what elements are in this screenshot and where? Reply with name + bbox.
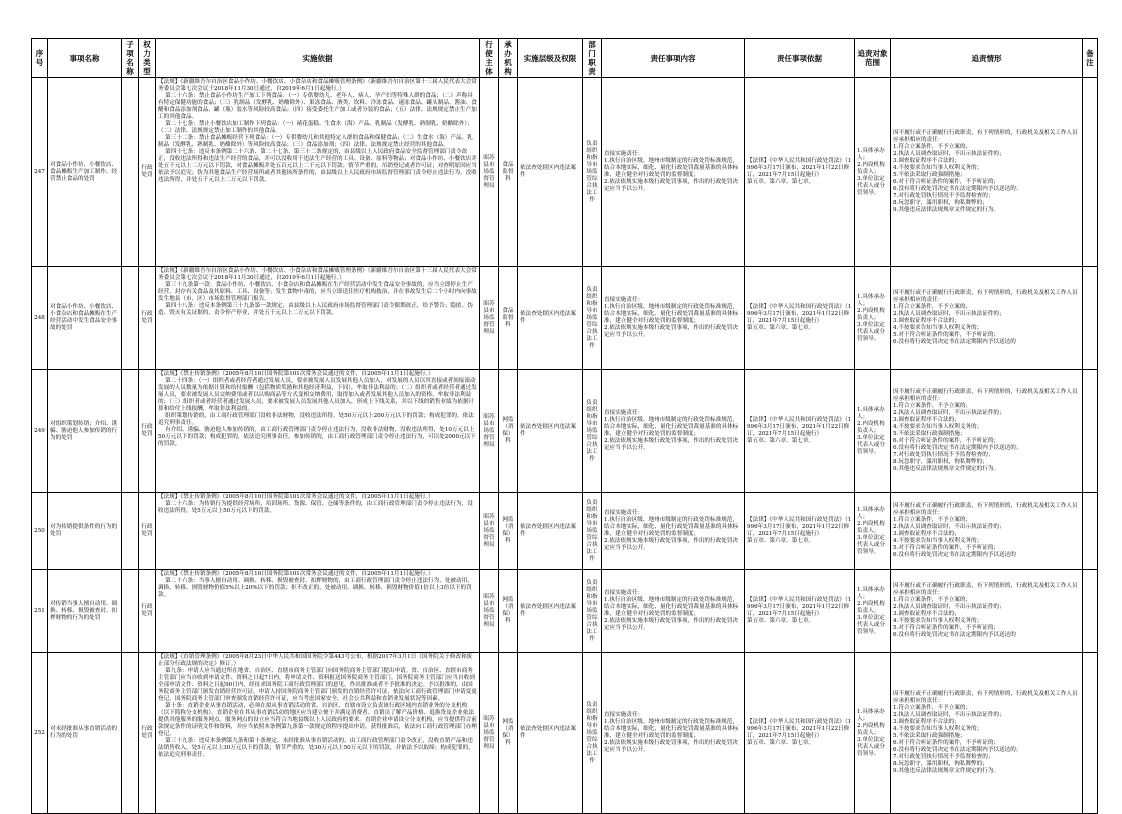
cell-basis: 【法规】《禁止传销条例》（2005年8月10日国务院第101次常务会议通过的文件，自2005年11月1日起施行。） 第二十六条：当事人擅自动用、调换、转移、损毁被查封、扣押财物的，由工商行政管理部门责令停止违法行为，处被动用、调换、转移、损毁财物价值5%以上20%以下的罚款；拒不改正的，处被动用、调换、转移、损毁财物价值1倍以上3倍以下的罚款。 (156, 570, 480, 653)
table-row (32, 493, 1098, 570)
cell-subject: 昭苏县市场监督管理局 (480, 78, 499, 267)
cell-sub-item (122, 653, 139, 814)
cell-remark (1083, 653, 1098, 814)
cell-dept-duty: 负责组织和指导市场监管综合执法工作 (583, 370, 602, 493)
cell-seq: 248 (32, 267, 48, 370)
header-row (32, 39, 1098, 78)
cell-subject: 昭苏县市场监督管理局 (480, 370, 499, 493)
cell-resp-content: 直接实施责任： 1.执行自治区级、地州市级制定的行政处罚标准规范，结合本地实际，细化、量化行政处罚裁量基准的具体标准，建立健全对行政处罚的监督制度； 2.依法依规实施本级行政处罚事项，作出的行政处罚决定应当予以公开。 (602, 370, 745, 493)
header-circumstances: 追责情形 (891, 39, 1083, 78)
cell-level: 依法查处辖区内违法案件 (518, 570, 583, 653)
cell-sub-item (122, 570, 139, 653)
cell-accountable: 1.具体承办人； 2.内设机构负责人； 3.单位法定代表人或分管领导。 (855, 570, 891, 653)
cell-remark (1083, 493, 1098, 570)
cell-item-name: 对食品小作坊、小餐饮店、小食杂店和食品摊贩在生产经营活动中发生食品安全事故的处罚 (48, 267, 122, 370)
cell-basis: 【法规】《禁止传销条例》（2005年8月10日国务院第101次常务会议通过的文件，自2005年11月1日起施行。） 第二十六条：为传销行为提供经营场所、培训场所、货源、保管、仓储等条件的，由工商行政管理部门责令停止违法行为，没收违法所得，处5万元以上50万元以下的罚款。 (156, 493, 480, 570)
cell-dept-duty: 负责组织和指导市场监管综合执法工作 (583, 78, 602, 267)
cell-subject: 昭苏县市场监督管理局 (480, 570, 499, 653)
cell-dept-duty: 负责组织和指导市场监管综合执法工作 (583, 653, 602, 814)
cell-level: 依法查处辖区内违法案件 (518, 493, 583, 570)
cell-accountable: 1.具体承办人； 2.内设机构负责人； 3.单位法定代表人或分管领导。 (855, 493, 891, 570)
cell-level: 依法查处辖区内违法案件 (518, 267, 583, 370)
cell-seq: 247 (32, 78, 48, 267)
cell-power-type: 行政处罚 (139, 493, 156, 570)
header-resp-basis: 责任事项依据 (745, 39, 855, 78)
cell-subject: 昭苏县市场监督管理局 (480, 267, 499, 370)
cell-level: 依法查处辖区内违法案件 (518, 653, 583, 814)
cell-accountable: 1.具体承办人； 2.内设机构负责人； 3.单位法定代表人或分管领导。 (855, 653, 891, 814)
cell-accountable: 1.具体承办人； 2.内设机构负责人； 3.单位法定代表人或分管领导。 (855, 267, 891, 370)
cell-power-type: 行政处罚 (139, 370, 156, 493)
header-item-name: 事项名称 (48, 39, 122, 78)
cell-resp-basis: 【法律】《中华人民共和国行政处罚法》（1996年3月17日颁布，2021年1月22日修订，2021年7月15日起施行） 第五章、第六章、第七章。 (745, 653, 855, 814)
table-row (32, 653, 1098, 814)
cell-resp-content: 直接实施责任： 1.执行自治区级、地州市级制定的行政处罚标准规范，结合本地实际，细化、量化行政处罚裁量基准的具体标准，建立健全对行政处罚的监督制度； 2.依法依规实施本级行政处罚事项，作出的行政处罚决定应当予以公开。 (602, 267, 745, 370)
cell-circumstances: 因不履行或不正确履行行政职责，有下列情形的，行政机关及相关工作人员应承担相应的责任： 1.符合立案条件，不予立案的； 2.执法人员调查取证时，不出示执法证件的； 3.调查取证程序不合法的； 4.不按要求告知当事人权利义务的； 5.对于符合听证条件的案件，不予听证的； 6.没有将行政处罚决定书在法定期限内予以送达的 (891, 267, 1083, 370)
cell-sub-item (122, 370, 139, 493)
cell-resp-basis: 【法律】《中华人民共和国行政处罚法》（1996年3月17日颁布，2021年1月22日修订，2021年7月15日起施行） 第五章、第六章、第七章。 (745, 78, 855, 267)
cell-dept-duty: 负责组织和指导市场监管综合执法工作 (583, 267, 602, 370)
header-level: 实施层级及权限 (518, 39, 583, 78)
responsibility-table (31, 38, 1098, 814)
cell-level: 依法查处辖区内违法案件 (518, 78, 583, 267)
cell-sub-item (122, 78, 139, 267)
cell-org: 网监（消保）科 (499, 570, 518, 653)
cell-basis: 【法规】《直销管理条例》（2005年8月23日中华人民共和国国务院令第443号公布，根据2017年3月1日《国务院关于修改和废止部分行政法规的决定》修订。） 第九条：申请人应当通过所在地省、自治区、直辖市商务主管部门向国务院商务主管部门提出申请。省、自治区、直辖市商务主管部门应当自收到申请文件、资料之日起7日内，将申请文件、资料报送国务院商务主管部门。国务院商务主管部门应当自收到全部申请文件、资料之日起90日内，经征求国务院工商行政管理部门的意见，作出批准或者不予批准的决定。予以批准的，由国务院商务主管部门颁发直销经营许可证。申请人持国务院商务主管部门颁发的直销经营许可证，依法向工商行政管理部门申请变更登记。国务院商务主管部门审查颁发直销经营许可证，应当考虑国家安全、社会公共利益和直销业发展状况等因素。 第十条：直销企业从事直销活动，必须在拟从事直销活动的省、自治区、直辖市设立负责该行政区域内直销业务的分支机构（以下简称分支机构）。直销企业在其从事直销活动的地区应当建立便于并满足消费者、直销员了解产品价格、退换货及企业依法提供其他服务的服务网点。服务网点的设立应当符合当地县级以上人民政府的要求。直销企业申请设立分支机构，应当提供符合前款规定条件的证明文件和资料，并应当依照本条例第九条第一款规定的程序提出申请。获得批准后，依法向工商行政管理部门办理登记。 第三十九条：违反本条例第九条和第十条规定，未经批准从事直销活动的，由工商行政管理部门责令改正，没收直销产品和违法销售收入，处5万元以上30万元以下的罚款；情节严重的，处30万元以上50万元以下的罚款，并依法予以取缔；构成犯罪的，依法追究刑事责任。 (156, 653, 480, 814)
cell-seq: 252 (32, 653, 48, 814)
table-row (32, 267, 1098, 370)
header-subject: 行使主体 (480, 39, 499, 78)
cell-power-type: 行政处罚 (139, 267, 156, 370)
cell-dept-duty: 负责组织和指导市场监管综合执法工作 (583, 570, 602, 653)
cell-accountable: 1.具体承办人； 2.内设机构负责人； 3.单位法定代表人或分管领导。 (855, 78, 891, 267)
cell-org: 网监（消保）科 (499, 493, 518, 570)
header-sub-item: 子项名称 (122, 39, 139, 78)
cell-resp-basis: 【法律】《中华人民共和国行政处罚法》（1996年3月17日颁布，2021年1月22日修订，2021年7月15日起施行） 第五章、第六章、第七章。 (745, 570, 855, 653)
cell-item-name: 对为传销提供条件的行为的处罚 (48, 493, 122, 570)
cell-remark (1083, 570, 1098, 653)
cell-basis: 【法规】《禁止传销条例》（2005年8月10日国务院第101次常务会议通过的文件，自2005年11月1日起施行。） 第二十四条：（一）组织者或者经营者通过发展人员，要求被发展人员发展其他人员加入，对发展的人员以其直接或者间接滚动发展的人员数量为依据计算和给付报酬（包括物质奖励和其他经济利益，下同），牟取非法利益的；（二）组织者或者经营者通过发展人员，要求被发展人员交纳费用或者以认购商品等方式变相交纳费用，取得加入或者发展其他人员加入的资格，牟取非法利益的；（三）组织者或者经营者通过发展人员，要求被发展人员发展其他人员加入，形成上下线关系，并以下线的销售业绩为依据计算和给付上线报酬，牟取非法利益的。 组织策划传销的，由工商行政管理部门没收非法财物，没收违法所得，处50万元以上200万元以下的罚款；构成犯罪的，依法追究刑事责任。 有介绍、诱骗、胁迫他人参加传销的，由工商行政管理部门责令停止违法行为，没收非法财物，没收违法所得，处10万元以上50万元以下的罚款；构成犯罪的，依法追究刑事责任。参加传销的，由工商行政管理部门责令停止违法行为，可以处2000元以下的罚款。 (156, 370, 480, 493)
cell-item-name: 对传销当事人擅自动用、调换、转移、损毁被查封、扣押财物的行为的处罚 (48, 570, 122, 653)
cell-resp-basis: 【法律】《中华人民共和国行政处罚法》（1996年3月17日颁布，2021年1月22日修订，2021年7月15日起施行） 第五章、第六章、第七章。 (745, 370, 855, 493)
header-power-type: 权力类型 (139, 39, 156, 78)
cell-dept-duty: 负责组织和指导市场监管综合执法工作 (583, 493, 602, 570)
cell-circumstances: 因不履行或不正确履行行政职责，有下列情形的，行政机关及相关工作人员应承担相应的责任： 1.符合立案条件，不予立案的； 2.执法人员调查取证时，不出示执法证件的； 3.调查取证程序不合法的； 4.不按要求告知当事人权利义务的； 5.对于符合听证条件的案件，不予听证的； 6.没有将行政处罚决定书在法定期限内予以送达的 (891, 570, 1083, 653)
cell-resp-basis: 【法律】《中华人民共和国行政处罚法》（1996年3月17日颁布，2021年1月22日修订，2021年7月15日起施行） 第五章、第六章、第七章。 (745, 267, 855, 370)
header-org: 承办机构 (499, 39, 518, 78)
cell-circumstances: 因不履行或不正确履行行政职责，有下列情形的，行政机关及相关工作人员应承担相应的责任： 1.符合立案条件，不予立案的； 2.执法人员调查取证时，不出示执法证件的； 3.调查取证程序不合法的； 4.不按要求告知当事人权利义务的； 5.不依法采取行政强制措施； 6.对于符合听证条件的案件，不予听证的； 6.没有将行政处罚决定书在法定期限内予以送达的； 7.对行政处罚执行情况不予监督检查的； 8.玩忽职守，滥用职权，徇私舞弊的； 9.其他违反法律法规规章文件规定的行为。 (891, 370, 1083, 493)
cell-seq: 251 (32, 570, 48, 653)
header-dept-duty: 部门职责 (583, 39, 602, 78)
cell-item-name: 对未经批准从事直销活动的行为的处罚 (48, 653, 122, 814)
header-accountable: 追责对象范围 (855, 39, 891, 78)
cell-resp-basis: 【法律】《中华人民共和国行政处罚法》（1996年3月17日颁布，2021年1月22日修订，2021年7月15日起施行） 第五章、第六章、第七章。 (745, 493, 855, 570)
cell-remark (1083, 78, 1098, 267)
cell-seq: 250 (32, 493, 48, 570)
header-seq: 序号 (32, 39, 48, 78)
cell-resp-content: 直接实施责任： 1.执行自治区级、地州市级制定的行政处罚标准规范，结合本地实际，细化、量化行政处罚裁量基准的具体标准，建立健全对行政处罚的监督制度； 2.依法依规实施本级行政处罚事项，作出的行政处罚决定应当予以公开。 (602, 78, 745, 267)
cell-level: 依法查处辖区内违法案件 (518, 370, 583, 493)
cell-org: 食品监督科 (499, 267, 518, 370)
cell-power-type: 行政处罚 (139, 78, 156, 267)
table-row (32, 370, 1098, 493)
cell-sub-item (122, 267, 139, 370)
header-basis: 实施依据 (156, 39, 480, 78)
cell-org: 食品监督科 (499, 78, 518, 267)
cell-subject: 昭苏县市场监督管理局 (480, 493, 499, 570)
cell-accountable: 1.具体承办人； 2.内设机构负责人； 3.单位法定代表人或分管领导。 (855, 370, 891, 493)
cell-seq: 249 (32, 370, 48, 493)
cell-basis: 【法规】《新疆维吾尔自治区食品小作坊、小餐饮店、小食杂店和食品摊贩管理条例》（新疆维吾尔自治区第十三届人民代表大会常务委员会第七次会议于2018年11月30日通过，自2019年6月1日起施行。） 第三十九条第一款：食品小作坊、小餐饮店、小食杂店和食品摊贩在生产经营活动中发生食品安全事故的，应当立即停止生产经营，封存有关食品及其原料、工具、设备等；发生食物中毒的，应当立即送往医疗机构救治，并在事故发生后二个小时内向事故发生地县（市、区）市场监督管理部门报告。 第四十八条：违反本条例第三十九条第一款规定，由县级以上人民政府市场监督管理部门责令限期改正，给予警告；隐匿、伪造、毁灭有关证据的，责令停产停业，并处五千元以上二万元以下罚款。 (156, 267, 480, 370)
header-resp-content: 责任事项内容 (602, 39, 745, 78)
cell-power-type: 行政处罚 (139, 653, 156, 814)
cell-circumstances: 因不履行或不正确履行行政职责，有下列情形的，行政机关及相关工作人员应承担相应的责任： 1.符合立案条件，不予立案的； 2.执法人员调查取证时，不出示执法证件的； 3.调查取证程序不合法的； 4.不按要求告知当事人权利义务的； 5.不依法采取行政强制措施； 6.对于符合听证条件的案件，不予听证的； 6.没有将行政处罚决定书在法定期限内予以送达的； 7.对行政处罚执行情况不予监督检查的； 8.玩忽职守，滥用职权，徇私舞弊的； 9.其他违反法律法规规章文件规定的行为。 (891, 78, 1083, 267)
cell-circumstances: 因不履行或不正确履行行政职责，有下列情形的，行政机关及相关工作人员应承担相应的责任： 1.符合立案条件，不予立案的； 2.执法人员调查取证时，不出示执法证件的； 3.调查取证程序不合法的； 4.不按要求告知当事人权利义务的； 5.不依法采取行政强制措施； 6.对于符合听证条件的案件，不予听证的； 6.没有将行政处罚决定书在法定期限内予以送达的； 7.对行政处罚执行情况不予监督检查的； 8.玩忽职守，滥用职权，徇私舞弊的； 9.其他违反法律法规规章文件规定的行为。 (891, 653, 1083, 814)
cell-circumstances: 因不履行或不正确履行行政职责，有下列情形的，行政机关及相关工作人员应承担相应的责任： 1.符合立案条件，不予立案的； 2.执法人员调查取证时，不出示执法证件的； 3.调查取证程序不合法的； 4.不按要求告知当事人权利义务的； 5.对于符合听证条件的案件，不予听证的； 6.没有将行政处罚决定书在法定期限内予以送达的 (891, 493, 1083, 570)
cell-item-name: 对组织策划传销；介绍、诱骗、胁迫他人参加传销的行为的处罚 (48, 370, 122, 493)
responsibility-list-sheet (31, 38, 1097, 814)
cell-org: 网监（消保）科 (499, 370, 518, 493)
cell-org: 网监（消保）科 (499, 653, 518, 814)
cell-sub-item (122, 493, 139, 570)
cell-basis: 【法规】《新疆维吾尔自治区食品小作坊、小餐饮店、小食杂店和食品摊贩管理条例》（新疆维吾尔自治区第十三届人民代表大会常务委员会第七次会议于2018年11月30日通过，自2019年6月1日起施行。） 第二十六条：禁止食品小作坊生产加工下列食品：（一）专供婴幼儿、老年人、病人、孕产妇等特殊人群的食品；（二）声称具有特定保健功能的食品；（三）乳制品（发酵乳、奶酪除外）、果冻食品、酒类、饮料、冷冻食品、速冻食品、罐头制品、酱油、食醋和食品添加剂食品、罐（瓶）装水等风险较高食品；（四）接受委托生产加工或者分装的食品；（五）法律、法规规定禁止生产加工的其他食品。 第二十七条：禁止小餐饮店加工制作下列食品：（一）裱花蛋糕、生食水（海）产品、乳制品（发酵乳、熟制乳、奶酪除外）；（二）法律、法规规定禁止加工制作的其他食品。 第三十二条：禁止食品摊贩经营下列食品：（一）专供婴幼儿和其他特定人群的食品和保健食品；（二）生食水（海）产品、乳制品（发酵乳、熟制乳、奶酪除外）等风险较高食品；（三）食品添加剂；（四）法律、法规规定禁止经营的其他食品。 第四十七条：违反本条例第二十六条、第二十七条、第三十二条规定的，由县级以上人民政府食品安全监督管理部门责令改正，没收违法所得和违法生产经营的食品，并可以没收用于违法生产经营的工具、设备、原料等物品；对食品小作坊、小餐饮店并处五千元以上二万元以下罚款，对食品摊贩并处五百元以上二千元以下罚款；情节严重的，吊销登记或者许可证；对查明原因应当依法予以追究；伪为其他食品生产经营场所或者其他场所条件的，由县级以上人民政府市场监督管理部门责令停止违法行为，没收违法所得，并处五千元以上二万元以下罚款。 (156, 78, 480, 267)
cell-resp-content: 直接实施责任： 1.执行自治区级、地州市级制定的行政处罚标准规范，结合本地实际，细化、量化行政处罚裁量基准的具体标准，建立健全对行政处罚的监督制度； 2.依法依规实施本级行政处罚事项，作出的行政处罚决定应当予以公开。 (602, 493, 745, 570)
cell-item-name: 对食品小作坊、小餐饮店、食品摊贩生产加工制作、经营禁止食品的处罚 (48, 78, 122, 267)
table-row (32, 570, 1098, 653)
cell-subject: 昭苏县市场监督管理局 (480, 653, 499, 814)
table-row (32, 78, 1098, 267)
cell-power-type: 行政处罚 (139, 570, 156, 653)
cell-resp-content: 直接实施责任： 1.执行自治区级、地州市级制定的行政处罚标准规范，结合本地实际，细化、量化行政处罚裁量基准的具体标准，建立健全对行政处罚的监督制度； 2.依法依规实施本级行政处罚事项，作出的行政处罚决定应当予以公开。 (602, 653, 745, 814)
cell-remark (1083, 370, 1098, 493)
cell-resp-content: 直接实施责任： 1.执行自治区级、地州市级制定的行政处罚标准规范，结合本地实际，细化、量化行政处罚裁量基准的具体标准，建立健全对行政处罚的监督制度； 2.依法依规实施本级行政处罚事项，作出的行政处罚决定应当予以公开。 (602, 570, 745, 653)
header-remark: 备注 (1083, 39, 1098, 78)
cell-remark (1083, 267, 1098, 370)
